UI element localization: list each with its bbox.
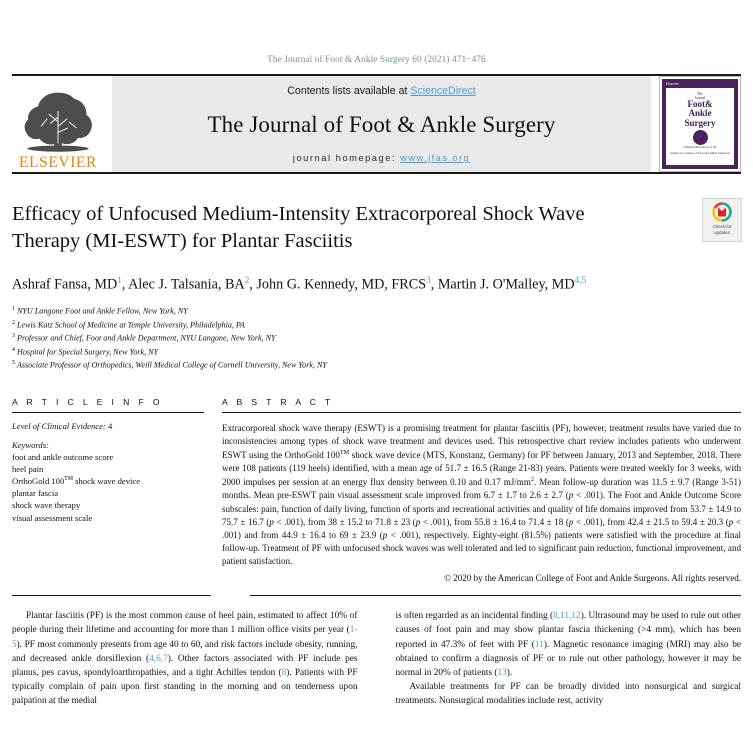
journal-masthead xyxy=(12,76,741,172)
body-paragraph: Plantar fasciitis (PF) is the most common cause of heel pain, estimated to affect 10% of people during their lifetime and accounting for more than 1 million office visits per year (1-5). PF most commonly presents from age 40 to 60, and risk factors include obesity, running, and decreased ankle dorsiflexion (4,6,7). Other factors associated with PF include pes planus, pes cavus, spondyloarthropathies, and a tight Achilles tendon (8). Patients with PF typically complain of pain upon first standing in the morning and on tenderness upon palpation at the medial xyxy=(12,611,358,707)
cover-bottom-line-1: Official Publication of the xyxy=(683,144,717,149)
cover-word-ankle: Ankle xyxy=(688,108,712,119)
journal-title: The Journal of Foot & Ankle Surgery xyxy=(207,111,556,137)
affiliation-item xyxy=(12,359,741,372)
sciencedirect-link[interactable]: ScienceDirect xyxy=(410,85,476,97)
keyword-item: visual assessment scale xyxy=(12,512,93,523)
crossmark-label xyxy=(713,224,732,235)
title-block xyxy=(12,174,741,373)
contents-prefix: Contents lists available at xyxy=(287,85,411,97)
article-info-rule xyxy=(12,412,204,413)
cover-face xyxy=(666,88,734,165)
article-info-heading: A R T I C L E I N F O xyxy=(12,396,163,407)
affiliation-text: Associate Professor of Orthopedics, Weill Medical College of Cornell University, New York, NY xyxy=(16,360,327,370)
keyword-item: foot and ankle outcome score xyxy=(12,451,114,462)
affiliation-marker: 5 xyxy=(12,360,15,367)
elsevier-logo xyxy=(12,76,104,172)
body-rule-right xyxy=(250,595,741,596)
abstract-heading: A B S T R A C T xyxy=(222,396,334,407)
cover-bottom-line-2: American College of Foot and Ankle Surgeons xyxy=(670,150,730,155)
cover-inner xyxy=(662,79,738,169)
affiliation-text: Professor and Chief, Foot and Ankle Department, NYU Langone, New York, NY xyxy=(17,333,276,343)
article-info-column xyxy=(12,397,222,584)
level-of-evidence-label: Level of Clinical Evidence: xyxy=(12,420,106,431)
cover-word-foot: Foot& xyxy=(687,99,713,110)
author-list: Ashraf Fansa, $MD^1$, Alec J. Talsania, $BA^2$, John G. Kennedy, MD, FRCS$^3$, Martin J. O'Malley, MD$^{4,5}$ xyxy=(12,275,587,294)
affiliation-item xyxy=(12,346,741,359)
affiliation-text: Hospital for Special Surgery, New York, NY xyxy=(17,347,159,357)
abstract-text: Extracorporeal shock wave therapy (ESWT) is a promising treatment for plantar fasciitis (PF), however, treatment results have varied due to inconsistencies among types of shock wave treatment and devices used. This retrospective chart review includes patients who underwent ESWT using the OrthoGold 100™ shock wave device (MTS, Konstanz, Germany) for PF between January, 2013 and September, 2018. There were 108 patients (119 heels) identified, with a mean age of 51.7 ± 16.5 (Range 21-83) years. Patients were treated weekly for 3 weeks, with 2000 impulses per session at an energy flux density between 0.10 and 0.17 $mJ/mm^2$. Mean follow-up duration was 11.5 ± 9.7 (Range 3-51) months. Mean pre-ESWT pain visual assessment scale improved from 6.7 ± 1.7 to 2.6 ± 2.7 (p < .001). The Foot and Ankle Outcome Score subscales: pain, function of daily living, function of sports and recreational activities and quality of life domains improved from 53.7 ± 14.9 to 75.7 ± 16.7 (p < .001), from 38 ± 15.2 to 71.8 ± 23 (p < .001), from 55.8 ± 16.4 to 71.4 ± 18 (p < .001), from 42.4 ± 21.5 to 59.4 ± 20.3 (p < .001) and from 44.9 ± 16.4 to 69 ± 23.9 (p < .001), respectively. Eighty-eight (81.5%) patients were satisfied with the procedure at final follow-up. Treatment of PF with unfocused shock waves was well tolerated and led to significant pain reduction, functional improvement, and patient satisfaction. xyxy=(222,422,742,567)
contents-available-line xyxy=(287,85,475,97)
journal-homepage-link[interactable]: www.jfas.org xyxy=(400,152,471,163)
body-paragraph: is often regarded as an incidental finding (8,11,12). Ultrasound may be used to rule out other causes of foot pain and may show plantar fascia thickening (>4 mm), which has been reported in 47.3% of feet with PF (11). Magnetic resonance imaging (MRI) may also be obtained to confirm a diagnosis of PF or to rule out other pathology, however it may be normal in 20% of patients (13). xyxy=(395,611,741,678)
body-rule-gap xyxy=(211,595,250,596)
affiliation-marker: 1 xyxy=(12,306,15,313)
crossmark-badge[interactable] xyxy=(702,198,742,242)
crossmark-check-for-updates-icon xyxy=(712,202,732,222)
info-abstract-section xyxy=(12,397,741,584)
body-column-left xyxy=(12,609,377,714)
abstract-rule xyxy=(222,412,741,413)
level-of-evidence-value: 4 xyxy=(107,420,113,431)
affiliation-marker: 3 xyxy=(12,333,15,340)
journal-homepage-line xyxy=(293,152,470,163)
running-head: The Journal of Foot & Ankle Surgery 60 (2021) 471−476 xyxy=(267,55,486,65)
crossmark-line-1: Check for xyxy=(712,224,732,229)
body-top-rules xyxy=(12,595,741,596)
body-column-right xyxy=(377,609,742,714)
cover-publisher-tag: Elsevier xyxy=(666,82,679,86)
level-of-evidence xyxy=(12,421,204,431)
keywords-list xyxy=(12,451,204,524)
affiliation-item xyxy=(12,305,741,318)
cover-line-the: The xyxy=(697,92,703,96)
keywords-label: Keywords: xyxy=(12,439,49,450)
keyword-item: shock wave therapy xyxy=(12,500,81,511)
homepage-prefix: journal homepage: xyxy=(292,152,401,163)
copyright-line: © 2020 by the American College of Foot and Ankle Surgeons. All rights reserved. xyxy=(444,573,741,584)
crossmark-line-2: updates xyxy=(714,229,730,235)
cover-line-journal: Journal xyxy=(694,96,706,101)
journal-seal-icon xyxy=(693,130,708,145)
affiliation-item xyxy=(12,319,741,332)
affiliation-text: NYU Langone Foot and Ankle Fellow, New York, NY xyxy=(17,306,188,316)
affiliation-text: Lewis Katz School of Medicine at Temple University, Philadelphia, PA xyxy=(17,320,245,330)
page-title: Efficacy of Unfocused Medium-Intensity Extracorporeal Shock Wave Therapy (MI-ESWT) for Plantar Fasciitis xyxy=(12,203,585,252)
affiliation-marker: 2 xyxy=(12,319,15,326)
abstract-column xyxy=(222,397,741,584)
journal-cover-thumbnail xyxy=(659,76,741,172)
body-columns xyxy=(12,609,741,714)
keyword-item: heel pain xyxy=(12,463,44,474)
masthead-center-panel xyxy=(112,76,651,172)
affiliation-item xyxy=(12,332,741,345)
elsevier-tree-icon xyxy=(19,88,97,154)
body-rule-left xyxy=(12,595,211,596)
affiliation-list xyxy=(12,305,741,372)
body-paragraph: Available treatments for PF can be broadly divided into nonsurgical and surgical treatments. Nonsurgical modalities include rest, activity xyxy=(395,681,741,707)
cover-word-surgery: Surgery xyxy=(684,117,716,128)
keyword-item: OrthoGold 100™ shock wave device xyxy=(12,475,141,486)
keyword-item: plantar fascia xyxy=(12,488,59,499)
affiliation-marker: 4 xyxy=(12,346,15,353)
elsevier-wordmark: ELSEVIER xyxy=(19,153,97,171)
